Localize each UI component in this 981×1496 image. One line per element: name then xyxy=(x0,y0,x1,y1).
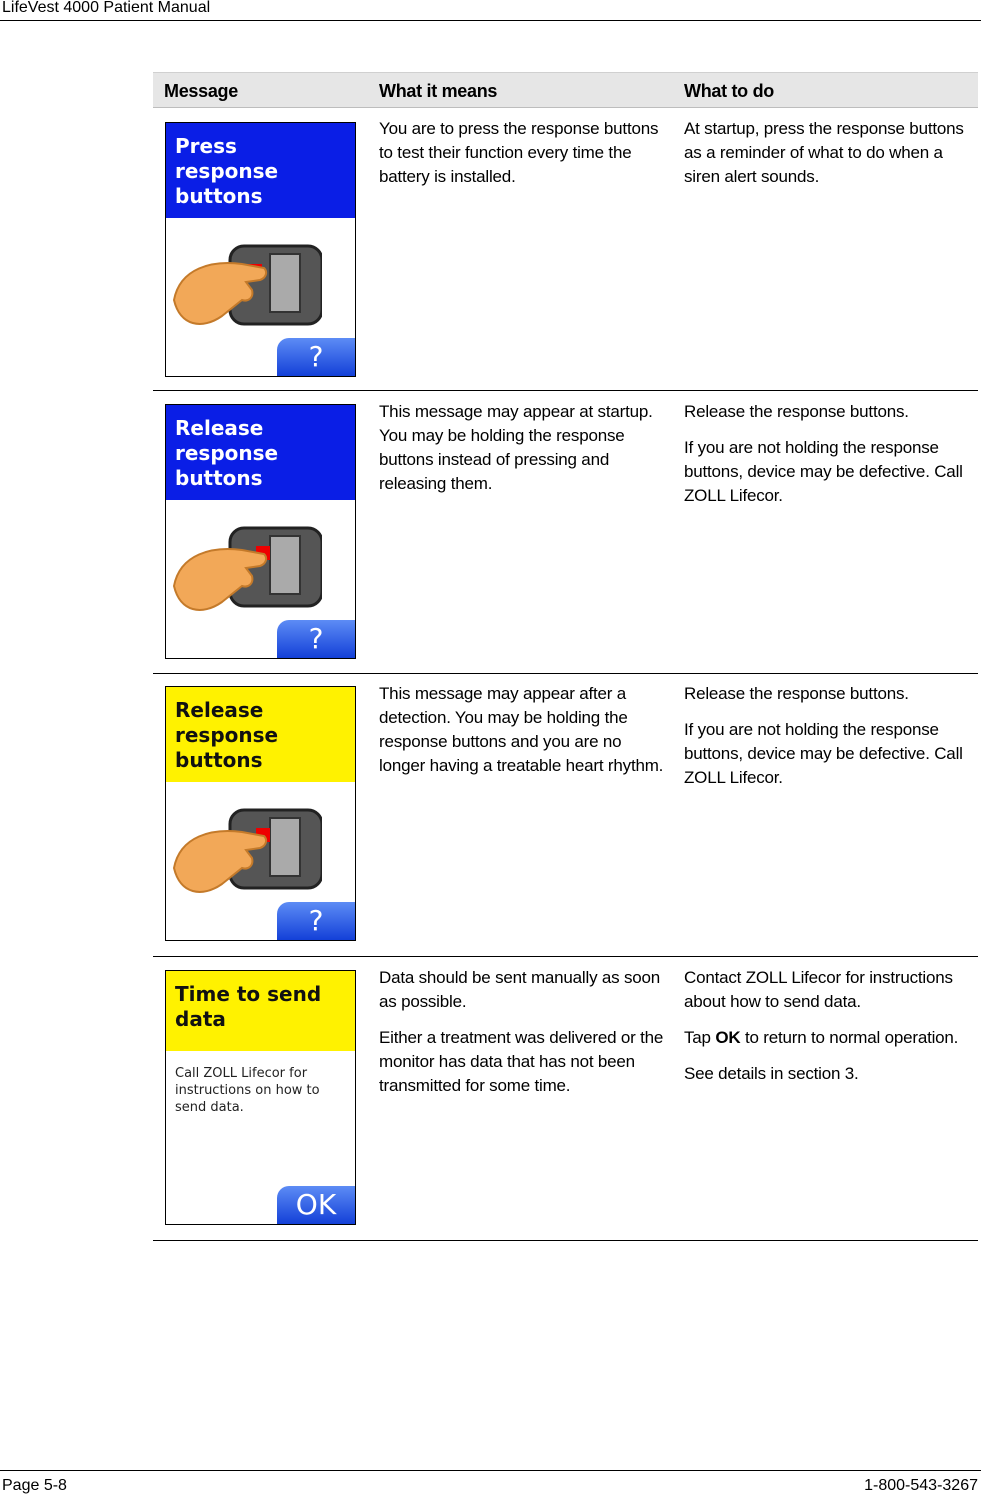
what-it-means-cell xyxy=(379,966,669,1110)
screen-title-line: Release xyxy=(175,698,264,722)
todo-text: See details in section 3. xyxy=(684,1064,859,1083)
what-to-do-cell xyxy=(684,117,974,201)
screen-title-line: response xyxy=(175,159,279,183)
what-to-do-cell xyxy=(684,966,974,1098)
screen-title-line: buttons xyxy=(175,184,263,208)
hand-pressing-buttons-icon xyxy=(172,238,322,338)
screen-title-line: Press xyxy=(175,134,237,158)
time-to-send-data-screen xyxy=(165,970,356,1225)
screen-title xyxy=(175,982,321,1032)
what-to-do-cell xyxy=(684,682,974,802)
todo-text: At startup, press the response buttons as a reminder of what to do when a siren alert sounds. xyxy=(684,119,964,186)
hand-holding-buttons-icon xyxy=(172,802,322,902)
todo-text-part: to return to normal operation. xyxy=(740,1028,959,1047)
screen-title-line: buttons xyxy=(175,748,263,772)
screen-body-line: instructions on how to xyxy=(175,1083,320,1098)
column-header-message: Message xyxy=(164,81,238,101)
todo-text: If you are not holding the response buttons, device may be defective. Call ZOLL Lifecor. xyxy=(684,438,963,505)
todo-text: Release the response buttons. xyxy=(684,402,909,421)
means-text: This message may appear at startup. You may be holding the response buttons instead of pressing and releasing them. xyxy=(379,402,653,493)
ok-button: OK xyxy=(277,1186,355,1224)
press-response-buttons-screen xyxy=(165,122,356,377)
table-row xyxy=(153,391,978,674)
manual-title: LifeVest 4000 Patient Manual xyxy=(2,0,211,16)
page-footer xyxy=(0,1470,981,1496)
what-it-means-cell xyxy=(379,682,669,790)
screen-title-line: response xyxy=(175,723,279,747)
what-it-means-cell xyxy=(379,117,669,201)
screen-title xyxy=(175,134,278,209)
table-header xyxy=(153,72,978,108)
column-header-what-to-do: What to do xyxy=(684,81,774,101)
what-it-means-cell xyxy=(379,400,669,508)
means-text: Data should be sent manually as soon as possible. xyxy=(379,968,661,1011)
screen-title xyxy=(175,698,278,773)
screen-title-line: Time to send xyxy=(175,982,322,1006)
ok-keyword: OK xyxy=(715,1028,741,1047)
todo-text: Release the response buttons. xyxy=(684,684,909,703)
release-response-buttons-blue-screen xyxy=(165,404,356,659)
help-button: ? xyxy=(277,902,355,940)
todo-text: If you are not holding the response buttons, device may be defective. Call ZOLL Lifecor. xyxy=(684,720,963,787)
means-text: Either a treatment was delivered or the monitor has data that has not been transmitted for some time. xyxy=(379,1028,664,1095)
table-row xyxy=(153,957,978,1241)
screen-body-line: send data. xyxy=(175,1100,244,1115)
screen-title-line: data xyxy=(175,1007,226,1031)
hand-holding-buttons-icon xyxy=(172,520,322,620)
screen-body-text xyxy=(175,1065,345,1116)
todo-text: Contact ZOLL Lifecor for instructions about how to send data. xyxy=(684,968,953,1011)
what-to-do-cell xyxy=(684,400,974,520)
screen-title xyxy=(175,416,278,491)
means-text: You are to press the response buttons to test their function every time the battery is installed. xyxy=(379,119,659,186)
screen-title-line: buttons xyxy=(175,466,263,490)
column-header-what-it-means: What it means xyxy=(379,81,498,101)
release-response-buttons-yellow-screen xyxy=(165,686,356,941)
table-row xyxy=(153,108,978,391)
page-number: Page 5-8 xyxy=(2,1477,67,1494)
todo-text-part: Tap xyxy=(684,1028,716,1047)
screen-body-line: Call ZOLL Lifecor for xyxy=(175,1066,308,1081)
message-table xyxy=(153,72,978,1241)
phone-number: 1-800-543-3267 xyxy=(864,1477,978,1494)
screen-title-line: Release xyxy=(175,416,264,440)
help-button: ? xyxy=(277,620,355,658)
todo-text xyxy=(684,1026,974,1050)
means-text: This message may appear after a detection. You may be holding the response buttons and you are no longer having a treatable heart rhythm. xyxy=(379,684,664,775)
table-row xyxy=(153,674,978,957)
page-header xyxy=(0,0,981,21)
screen-title-line: response xyxy=(175,441,279,465)
help-button: ? xyxy=(277,338,355,376)
